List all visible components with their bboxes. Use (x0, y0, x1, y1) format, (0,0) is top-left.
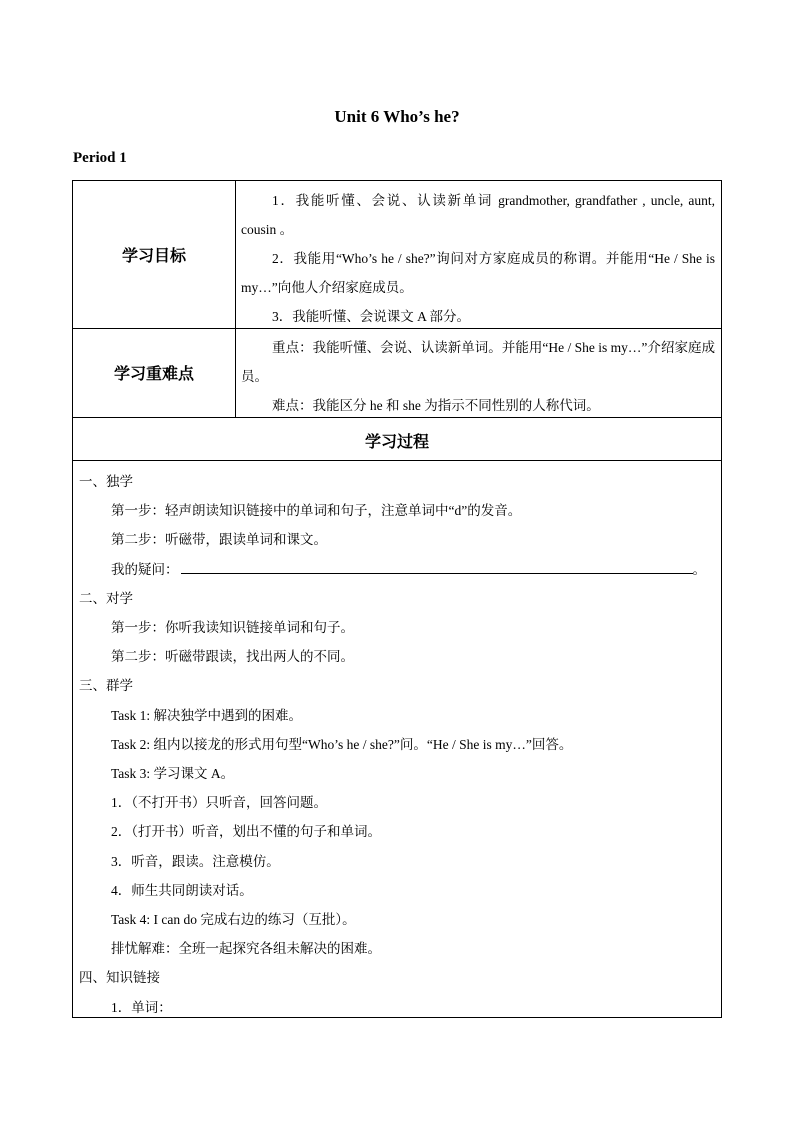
task-line: Task 4: I can do 完成右边的练习（互批）。 (111, 912, 356, 928)
objective-item: 1．我能听懂、会说、认读新单词 grandmother, grandfather , uncle, aunt, cousin 。 (241, 193, 715, 237)
step-line: 第二步：听磁带，跟读单词和课文。 (111, 532, 327, 548)
question-blank[interactable] (181, 559, 693, 574)
objectives-content (241, 186, 715, 331)
objectives-label: 学习目标 (121, 246, 186, 265)
step-line: 第一步：你听我读知识链接单词和句子。 (111, 620, 354, 636)
resolve-line: 排忧解难：全班一起探究各组未解决的困难。 (111, 941, 381, 957)
section-title: 一、独学 (79, 474, 133, 489)
key-point: 重点：我能听懂、会说、认读新单词。并能用“He / She is my…”介绍家庭成员。 (241, 340, 715, 384)
section-title: 二、对学 (79, 590, 133, 606)
study-table (72, 180, 722, 1018)
step-line: 第一步：轻声朗读知识链接中的单词和句子，注意单词中“d”的发音。 (111, 503, 522, 519)
section-title: 四、知识链接 (79, 970, 160, 986)
section-title: 三、群学 (79, 678, 133, 694)
sub-step-line: 1．（不打开书）只听音，回答问题。 (111, 795, 327, 811)
step-line: 第二步：听磁带跟读，找出两人的不同。 (111, 649, 354, 665)
link-item: 1．单词： (111, 999, 172, 1015)
question-line (79, 555, 715, 584)
sub-step-line: 4．师生共同朗读对话。 (111, 882, 253, 898)
document-title: Unit 6 Who’s he? (334, 107, 460, 126)
task-line: Task 3: 学习课文 A。 (111, 766, 235, 782)
question-label: 我的疑问： (111, 561, 179, 577)
key-points-content (241, 333, 715, 420)
task-line: Task 1: 解决独学中遇到的困难。 (111, 707, 303, 723)
period-label: Period 1 (73, 150, 127, 166)
process-heading: 学习过程 (364, 432, 429, 451)
sub-step-line: 3．听音，跟读。注意模仿。 (111, 853, 280, 869)
difficult-point: 难点：我能区分 he 和 she 为指示不同性别的人称代词。 (272, 398, 600, 413)
objective-item: 3．我能听懂、会说课文 A 部分。 (272, 309, 471, 324)
key-points-label: 学习重难点 (113, 364, 194, 383)
question-end: 。 (692, 561, 706, 577)
column-divider (235, 181, 236, 417)
sub-step-line: 2．（打开书）听音，划出不懂的句子和单词。 (111, 824, 381, 840)
task-line: Task 2: 组内以接龙的形式用句型“Who’s he / she?”问。“He / She is my…”回答。 (111, 736, 573, 752)
row-divider (73, 460, 721, 461)
objective-item: 2．我能用“Who’s he / she?”询问对方家庭成员的称谓。并能用“He / She is my…”向他人介绍家庭成员。 (241, 251, 715, 295)
process-content (79, 467, 715, 1022)
